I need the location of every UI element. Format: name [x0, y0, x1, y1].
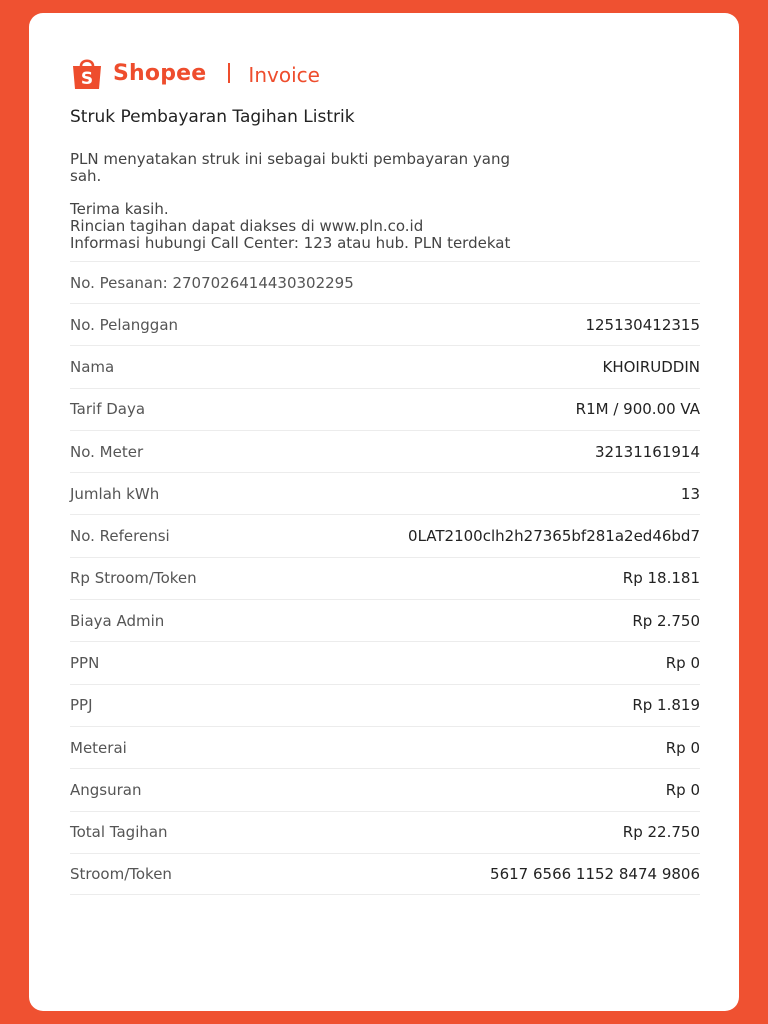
shopee-logo [69, 55, 320, 91]
detail-value: Rp 18.181 [622, 569, 700, 588]
detail-label: Meterai [70, 738, 127, 757]
detail-label: No. Meter [70, 442, 144, 461]
detail-label: Rp Stroom/Token [70, 569, 197, 588]
svg-text:S: S [80, 69, 94, 89]
receipt-note [70, 151, 700, 185]
detail-row [70, 388, 700, 430]
invoice-card [29, 13, 739, 1011]
thanks-line: Informasi hubungi Call Center: 123 atau hub. PLN terdekat [70, 234, 511, 252]
detail-label: No. Pelanggan [70, 315, 179, 334]
detail-row [70, 641, 700, 683]
shopee-bag-icon [69, 55, 105, 91]
detail-row [70, 853, 700, 895]
detail-label: Jumlah kWh [70, 484, 160, 503]
note-line: sah. [70, 167, 102, 185]
detail-label: PPN [70, 654, 100, 673]
detail-label: Total Tagihan [70, 823, 168, 842]
order-number: No. Pesanan: 2707026414430302295 [70, 261, 700, 304]
detail-value: KHOIRUDDIN [602, 357, 700, 376]
note-line: PLN menyatakan struk ini sebagai bukti pembayaran yang [70, 150, 511, 168]
detail-row [70, 514, 700, 556]
detail-value: 13 [680, 484, 700, 503]
brand-divider [228, 63, 230, 83]
detail-label: PPJ [70, 696, 93, 715]
receipt-title: Struk Pembayaran Tagihan Listrik [70, 107, 355, 127]
detail-row [70, 726, 700, 768]
detail-row [70, 472, 700, 514]
detail-value: Rp 0 [665, 780, 700, 799]
detail-row [70, 599, 700, 641]
receipt-details [70, 303, 700, 895]
detail-value: 5617 6566 1152 8474 9806 [490, 865, 700, 883]
detail-value: Rp 22.750 [622, 823, 700, 842]
section-label: Invoice [248, 63, 320, 87]
detail-row [70, 684, 700, 726]
detail-label: Angsuran [70, 780, 142, 799]
detail-row [70, 430, 700, 472]
detail-label: Nama [70, 357, 115, 376]
thanks-note [70, 201, 700, 252]
detail-value: Rp 1.819 [632, 696, 700, 715]
detail-row [70, 768, 700, 810]
thanks-line: Terima kasih. [70, 200, 169, 218]
detail-value: 125130412315 [585, 315, 700, 334]
detail-value: Rp 0 [665, 738, 700, 757]
detail-value: 0LAT2100clh2h27365bf281a2ed46bd7 [408, 527, 700, 546]
detail-value: 32131161914 [595, 442, 700, 461]
detail-row [70, 557, 700, 599]
thanks-line: Rincian tagihan dapat diakses di www.pln.co.id [70, 217, 424, 235]
detail-value: Rp 0 [665, 654, 700, 673]
detail-row [70, 303, 700, 345]
detail-row [70, 345, 700, 387]
detail-row [70, 811, 700, 853]
detail-label: Tarif Daya [70, 400, 146, 419]
brand-name: Shopee [113, 60, 207, 86]
detail-label: Stroom/Token [70, 865, 172, 883]
detail-value: R1M / 900.00 VA [575, 400, 700, 419]
detail-label: No. Referensi [70, 527, 170, 546]
detail-label: Biaya Admin [70, 611, 165, 630]
detail-value: Rp 2.750 [632, 611, 700, 630]
